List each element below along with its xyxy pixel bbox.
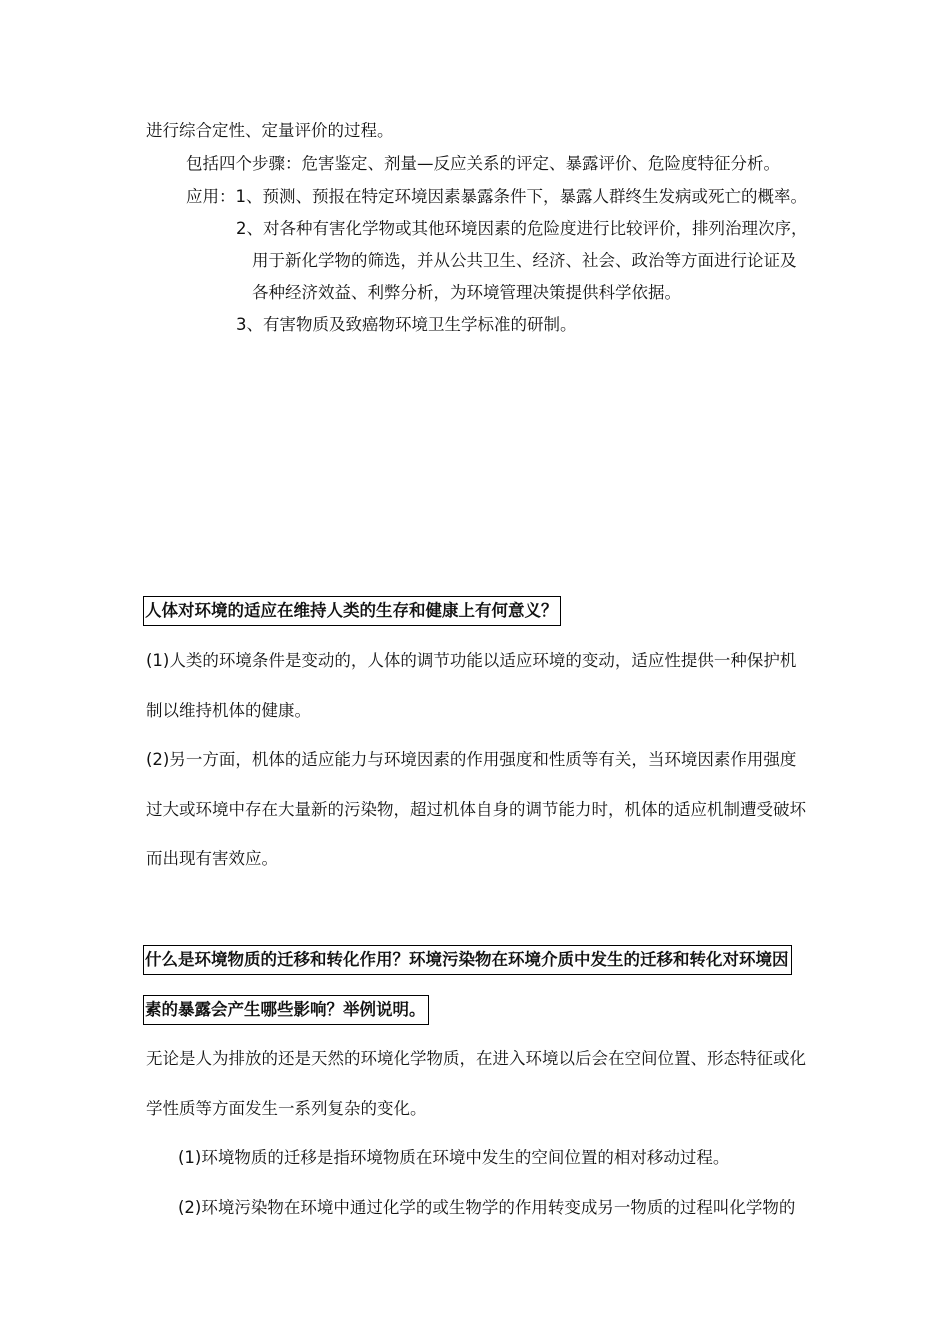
paragraph-line: (1)人类的环境条件是变动的，人体的调节功能以适应环境的变动，适应性提供一种保护机 [146, 651, 797, 670]
paragraph-line: 制以维持机体的健康。 [146, 701, 311, 720]
paragraph-line: (2)环境污染物在环境中通过化学的或生物学的作用转变成另一物质的过程叫化学物的 [178, 1198, 796, 1217]
paragraph-line: 包括四个步骤：危害鉴定、剂量—反应关系的评定、暴露评价、危险度特征分析。 [186, 154, 780, 173]
question-heading: 素的暴露会产生哪些影响？举例说明。 [143, 995, 429, 1025]
paragraph-line: (1)环境物质的迁移是指环境物质在环境中发生的空间位置的相对移动过程。 [178, 1148, 730, 1167]
paragraph-line: 各种经济效益、利弊分析，为环境管理决策提供科学依据。 [252, 283, 681, 302]
paragraph-line: 用于新化学物的筛选，并从公共卫生、经济、社会、政治等方面进行论证及 [252, 251, 797, 270]
question-heading: 什么是环境物质的迁移和转化作用？环境污染物在环境介质中发生的迁移和转化对环境因 [143, 945, 792, 975]
paragraph-line: (2)另一方面，机体的适应能力与环境因素的作用强度和性质等有关，当环境因素作用强度 [146, 750, 797, 769]
paragraph-line: 进行综合定性、定量评价的过程。 [146, 121, 394, 140]
paragraph-line: 无论是人为排放的还是天然的环境化学物质，在进入环境以后会在空间位置、形态特征或化 [146, 1049, 806, 1068]
paragraph-line: 而出现有害效应。 [146, 849, 278, 868]
paragraph-line: 2、对各种有害化学物或其他环境因素的危险度进行比较评价，排列治理次序， [236, 219, 808, 238]
paragraph-line: 3、有害物质及致癌物环境卫生学标准的研制。 [236, 315, 577, 334]
paragraph-line: 应用：1、预测、预报在特定环境因素暴露条件下，暴露人群终生发病或死亡的概率。 [186, 187, 807, 206]
paragraph-line: 学性质等方面发生一系列复杂的变化。 [146, 1099, 427, 1118]
question-heading: 人体对环境的适应在维持人类的生存和健康上有何意义？ [143, 596, 561, 626]
paragraph-line: 过大或环境中存在大量新的污染物，超过机体自身的调节能力时，机体的适应机制遭受破坏 [146, 800, 806, 819]
